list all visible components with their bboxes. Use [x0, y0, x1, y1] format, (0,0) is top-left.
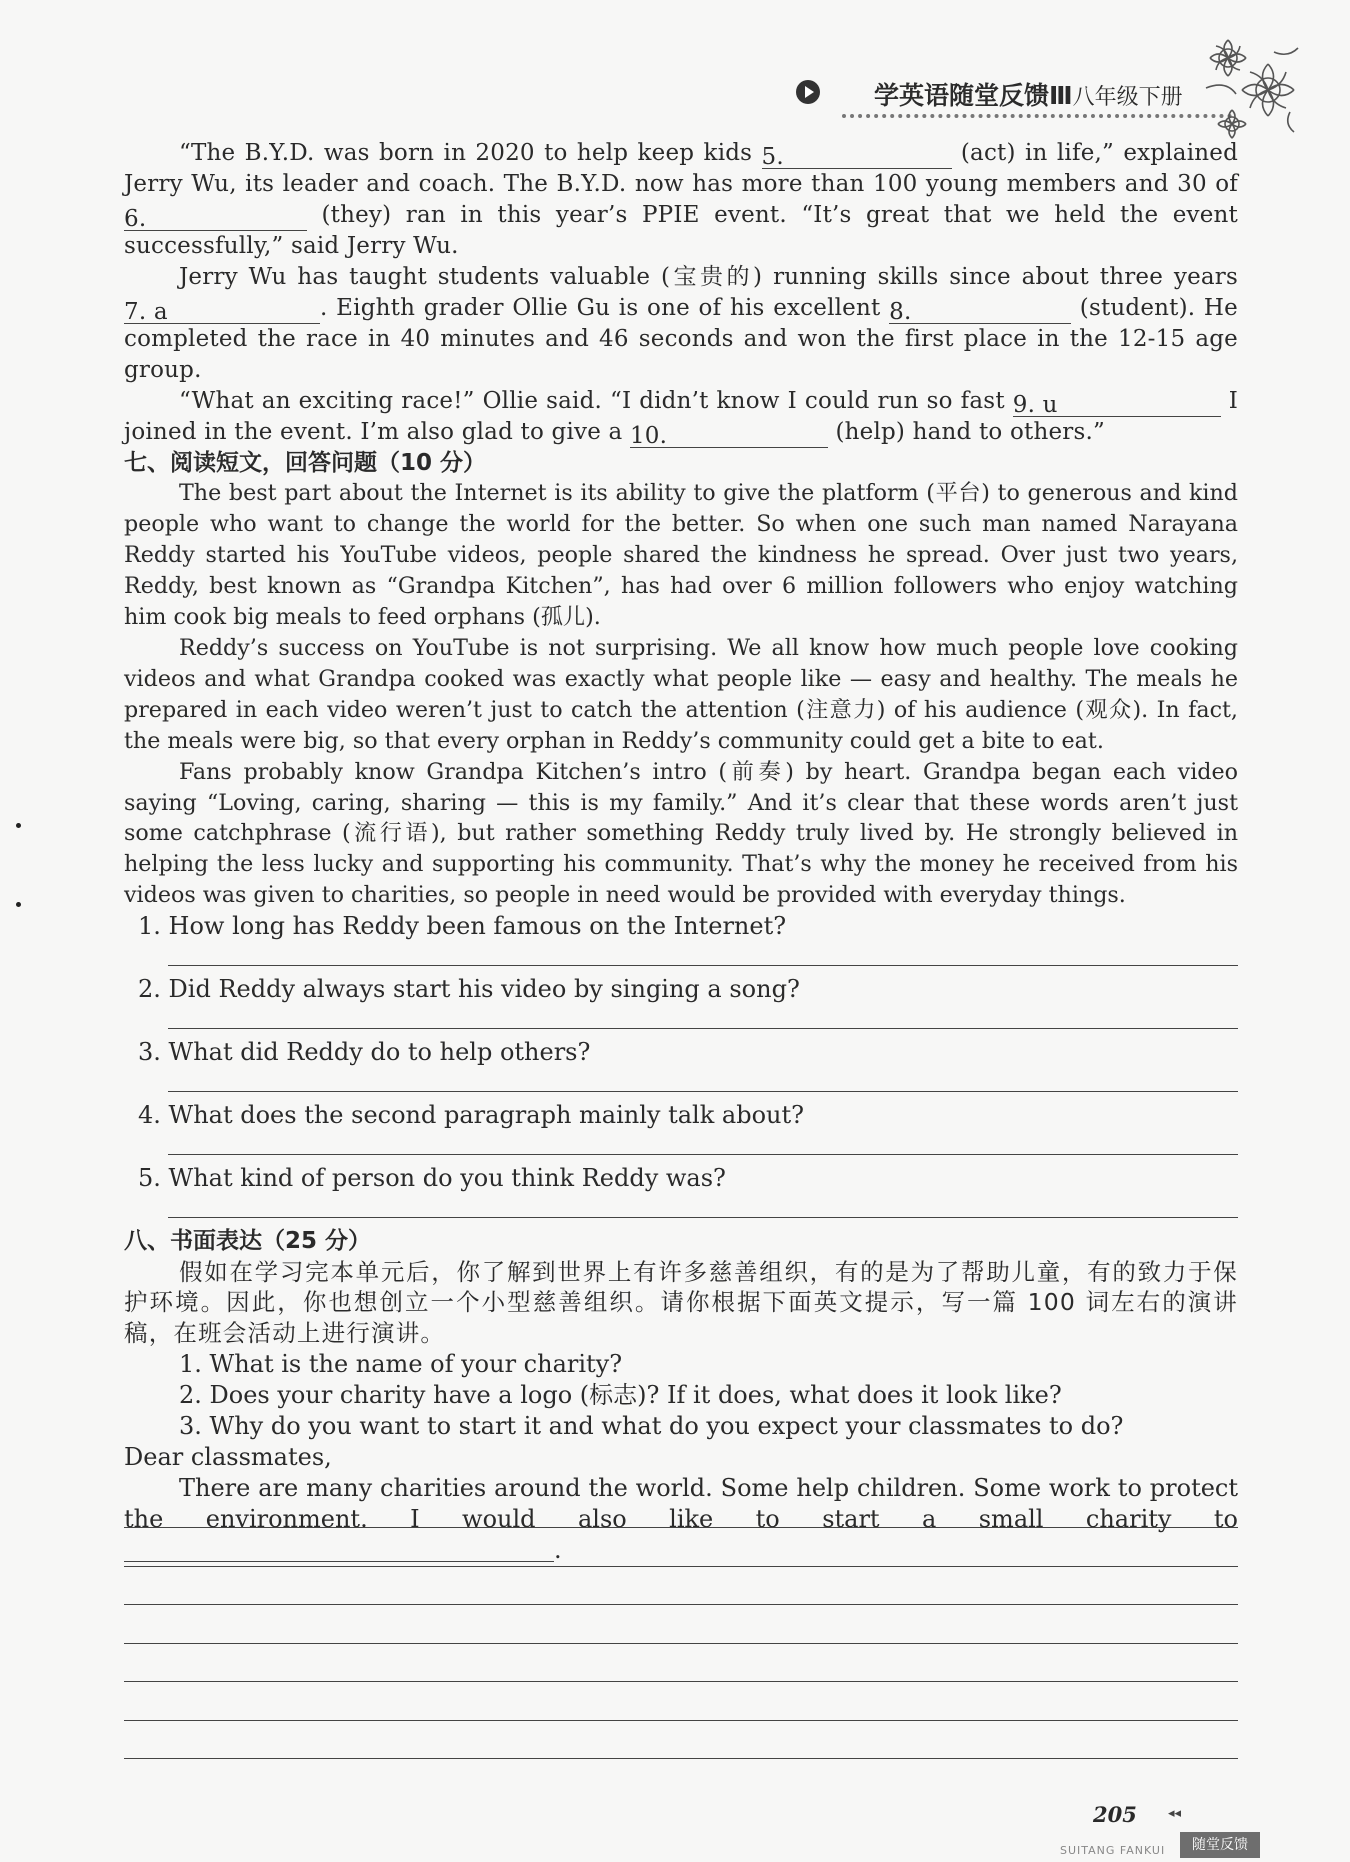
question: 2. Did Reddy always start his video by singing a song?	[138, 975, 800, 1004]
starter-blank[interactable]	[124, 1535, 554, 1562]
reading-paragraph: Fans probably know Grandpa Kitchen’s intro (前奏) by heart. Grandpa began each video saying “Loving, caring, sharing — this is my family.” And it’s clear that these words aren’t just some catchphrase (流行语), but rather something Reddy truly lived by. He strongly believed in helping the less lucky and supporting his community. That’s why the money he received from his videos was given to charities, so people in need would be provided with everyday things.	[124, 758, 1238, 909]
answer-line[interactable]	[168, 1186, 1238, 1218]
writing-line[interactable]	[124, 1566, 1238, 1567]
answer-line[interactable]	[168, 1060, 1238, 1092]
writing-line[interactable]	[124, 1720, 1238, 1721]
writing-hint: 3. Why do you want to start it and what do you expect your classmates to do?	[179, 1412, 1124, 1441]
blank-10[interactable]: 10.	[630, 421, 828, 448]
writing-line[interactable]	[124, 1681, 1238, 1682]
writing-instruction: 假如在学习完本单元后，你了解到世界上有许多慈善组织，有的是为了帮助儿童，有的致力于保护环境。因此，你也想创立一个小型慈善组织。请你根据下面英文提示，写一篇 100 词左右的演讲稿，在班会活动上进行演讲。	[124, 1257, 1238, 1348]
footer-pinyin: SUITANG FANKUI	[1060, 1844, 1166, 1857]
footer-tag-label: 随堂反馈	[1180, 1832, 1260, 1858]
writing-line[interactable]	[124, 1604, 1238, 1605]
flower-decoration-icon	[1198, 28, 1310, 152]
question: 3. What did Reddy do to help others?	[138, 1037, 591, 1066]
margin-dot	[16, 902, 21, 907]
question: 5. What kind of person do you think Reddy was?	[138, 1163, 726, 1192]
answer-line[interactable]	[168, 934, 1238, 966]
cloze-passage	[124, 138, 1238, 448]
blank-8[interactable]: 8.	[889, 297, 1071, 324]
passage-paragraph: Jerry Wu has taught students valuable (宝贵的) running skills since about three years 7. a . Eighth grader Ollie Gu is one of his excellent 8. (student). He completed the race in 40 minutes and 46 seconds and won the first place in the 12-15 age group.	[124, 263, 1238, 383]
book-subtitle: 八年级下册	[1072, 85, 1183, 110]
writing-line[interactable]	[124, 1643, 1238, 1644]
arrow-left-icon: ◂◂	[1168, 1806, 1182, 1821]
passage-paragraph: “The B.Y.D. was born in 2020 to help keep kids 5. (act) in life,” explained Jerry Wu, its leader and coach. The B.Y.D. now has more than 100 young members and 30 of 6. (they) ran in this year’s PPIE event. “It’s great that we held the event successfully,” said Jerry Wu.	[124, 140, 1239, 259]
answer-line[interactable]	[168, 997, 1238, 1029]
blank-5[interactable]: 5.	[762, 142, 952, 169]
question: 1. How long has Reddy been famous on the Internet?	[138, 912, 787, 941]
blank-6[interactable]: 6.	[124, 204, 307, 231]
reading-paragraph: The best part about the Internet is its ability to give the platform (平台) to generous and kind people who want to change the world for the better. So when one such man named Narayana Reddy started his YouTube videos, people shared the kindness he spread. Over just two years, Reddy, best known as “Grandpa Kitchen”, has had over 6 million followers who enjoy watching him cook big meals to feed orphans (孤儿).	[124, 480, 1238, 631]
reading-paragraph: Reddy’s success on YouTube is not surprising. We all know how much people love cooking videos and what Grandpa cooked was exactly what people like — easy and healthy. The meals he prepared in each video weren’t just to catch the attention (注意力) of his audience (观众). In fact, the meals were big, so that every orphan in Reddy’s community could get a bite to eat.	[124, 634, 1238, 754]
page-number: 205	[1093, 1802, 1137, 1827]
blank-7[interactable]: 7. a	[124, 297, 320, 324]
writing-line[interactable]	[124, 1527, 1238, 1528]
play-icon	[796, 80, 820, 104]
writing-line[interactable]	[124, 1758, 1238, 1759]
section-7-heading: 七、阅读短文，回答问题（10 分）	[124, 449, 487, 476]
running-header	[790, 72, 1230, 124]
blank-9[interactable]: 9. u	[1013, 390, 1221, 417]
footer-tag	[1060, 1832, 1260, 1860]
writing-hint: 2. Does your charity have a logo (标志)? If it does, what does it look like?	[179, 1381, 1062, 1410]
header-dotted-rule	[842, 114, 1232, 118]
letter-greeting: Dear classmates,	[124, 1443, 332, 1471]
passage-paragraph: “What an exciting race!” Ollie said. “I didn’t know I could run so fast 9. u I joined in the event. I’m also glad to give a 10. (help) hand to others.”	[124, 387, 1238, 449]
margin-dot	[16, 823, 21, 828]
writing-hint: 1. What is the name of your charity?	[179, 1350, 623, 1379]
section-8-heading: 八、书面表达（25 分）	[124, 1227, 372, 1254]
question-list	[124, 911, 1238, 1226]
answer-line[interactable]	[168, 1123, 1238, 1155]
page-content	[124, 138, 1238, 1566]
question: 4. What does the second paragraph mainly talk about?	[138, 1100, 804, 1129]
book-title: 学英语随堂反馈Ⅲ八年级下册	[874, 81, 1183, 110]
letter-starter: There are many charities around the world. Some help children. Some work to protect the environment. I would also like to start a small charity to .	[124, 1473, 1238, 1564]
